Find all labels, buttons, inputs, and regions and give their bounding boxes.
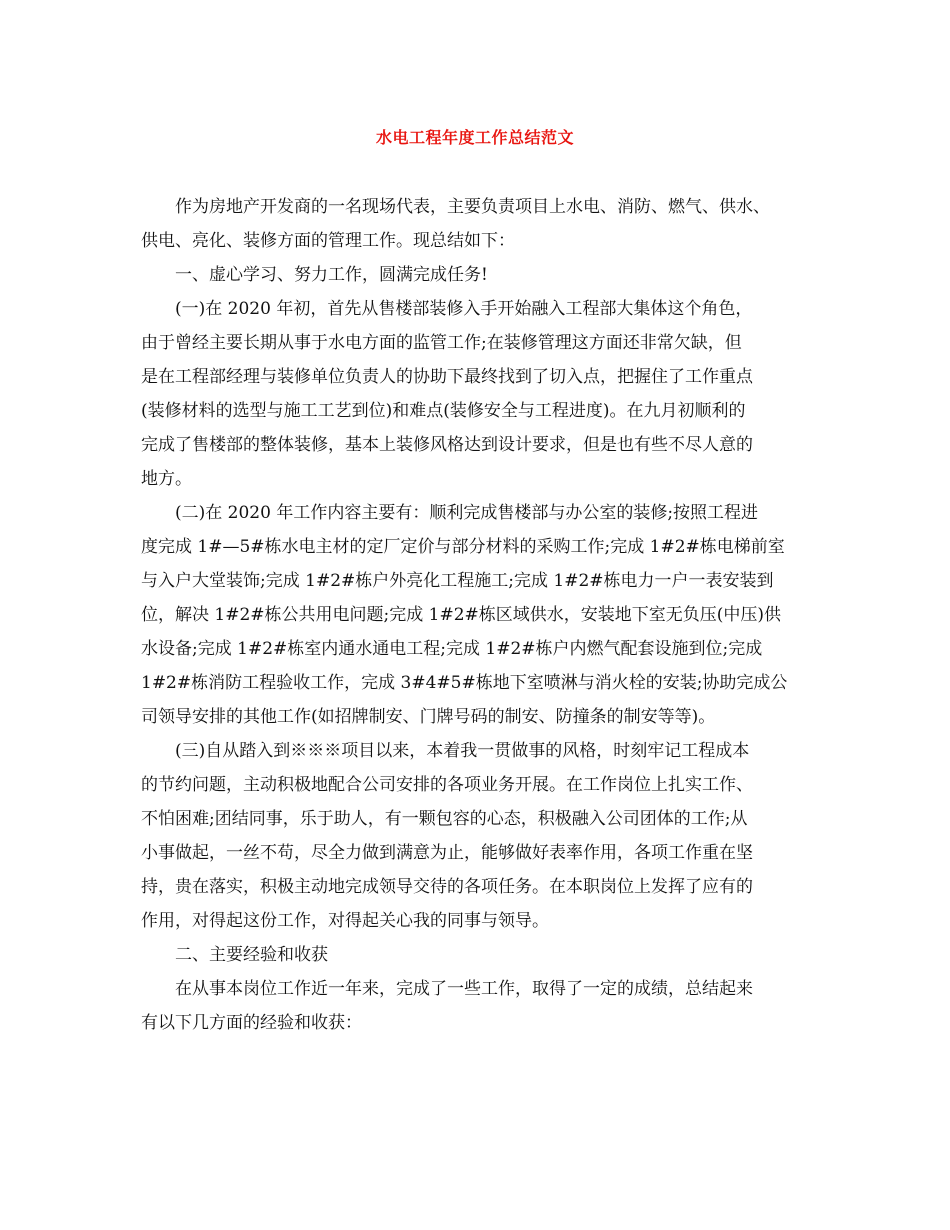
text-line: 是在工程部经理与装修单位负责人的协助下最终找到了切入点，把握住了工作重点 xyxy=(141,367,753,387)
text-line: (二)在 2020 年工作内容主要有：顺利完成售楼部与办公室的装修;按照工程进 xyxy=(175,503,759,523)
text-line: 二、主要经验和收获 xyxy=(175,945,328,965)
document-title: 水电工程年度工作总结范文 xyxy=(375,128,574,147)
text-line: 在从事本岗位工作近一年来，完成了一些工作，取得了一定的成绩，总结起来 xyxy=(175,979,753,999)
paragraph-part-2 xyxy=(141,496,817,734)
paragraph-part-3 xyxy=(141,734,817,938)
text-line: 有以下几方面的经验和收获： xyxy=(141,1013,362,1033)
text-line: 小事做起，一丝不苟，尽全力做到满意为止，能够做好表率作用，各项工作重在坚 xyxy=(141,843,753,863)
text-line: 与入户大堂装饰;完成 1#2#栋户外亮化工程施工;完成 1#2#栋电力一户一表安装到 xyxy=(141,571,774,591)
text-line: 完成了售楼部的整体装修，基本上装修风格达到设计要求，但是也有些不尽人意的 xyxy=(141,435,753,455)
text-line: 度完成 1#—5#栋水电主材的定厂定价与部分材料的采购工作;完成 1#2#栋电梯前室 xyxy=(141,537,785,557)
text-line: 位，解决 1#2#栋公共用电问题;完成 1#2#栋区域供水，安装地下室无负压(中压)供 xyxy=(141,605,782,625)
text-line: 持，贵在落实，积极主动地完成领导交待的各项任务。在本职岗位上发挥了应有的 xyxy=(141,877,753,897)
text-line: 的节约问题，主动积极地配合公司安排的各项业务开展。在工作岗位上扎实工作、 xyxy=(141,775,753,795)
paragraph-experience xyxy=(141,972,817,1040)
paragraph-part-1 xyxy=(141,292,817,496)
text-line: 作为房地产开发商的一名现场代表，主要负责项目上水电、消防、燃气、供水、 xyxy=(175,197,770,217)
text-line: 供电、亮化、装修方面的管理工作。现总结如下： xyxy=(141,231,515,251)
document-body xyxy=(141,190,817,1040)
text-line: (一)在 2020 年初，首先从售楼部装修入手开始融入工程部大集体这个角色， xyxy=(175,299,753,319)
text-line: 水设备;完成 1#2#栋室内通水通电工程;完成 1#2#栋户内燃气配套设施到位;完成 xyxy=(141,639,763,659)
section-heading-2 xyxy=(141,938,817,972)
text-line: 司领导安排的其他工作(如招牌制安、门牌号码的制安、防撞条的制安等等)。 xyxy=(141,707,716,727)
text-line: 不怕困难;团结同事，乐于助人，有一颗包容的心态，积极融入公司团体的工作;从 xyxy=(141,809,748,829)
text-line: 一、虚心学习、努力工作，圆满完成任务! xyxy=(175,265,488,285)
paragraph-intro xyxy=(141,190,817,258)
text-line: (三)自从踏入到※※※项目以来，本着我一贯做事的风格，时刻牢记工程成本 xyxy=(175,741,750,761)
text-line: (装修材料的选型与施工工艺到位)和难点(装修安全与工程进度)。在九月初顺利的 xyxy=(141,401,746,421)
text-line: 作用，对得起这份工作，对得起关心我的同事与领导。 xyxy=(141,911,549,931)
section-heading-1 xyxy=(141,258,817,292)
text-line: 由于曾经主要长期从事于水电方面的监管工作;在装修管理这方面还非常欠缺，但 xyxy=(141,333,742,353)
text-line: 1#2#栋消防工程验收工作，完成 3#4#5#栋地下室喷淋与消火栓的安装;协助完成公 xyxy=(141,673,788,693)
text-line: 地方。 xyxy=(141,469,192,489)
